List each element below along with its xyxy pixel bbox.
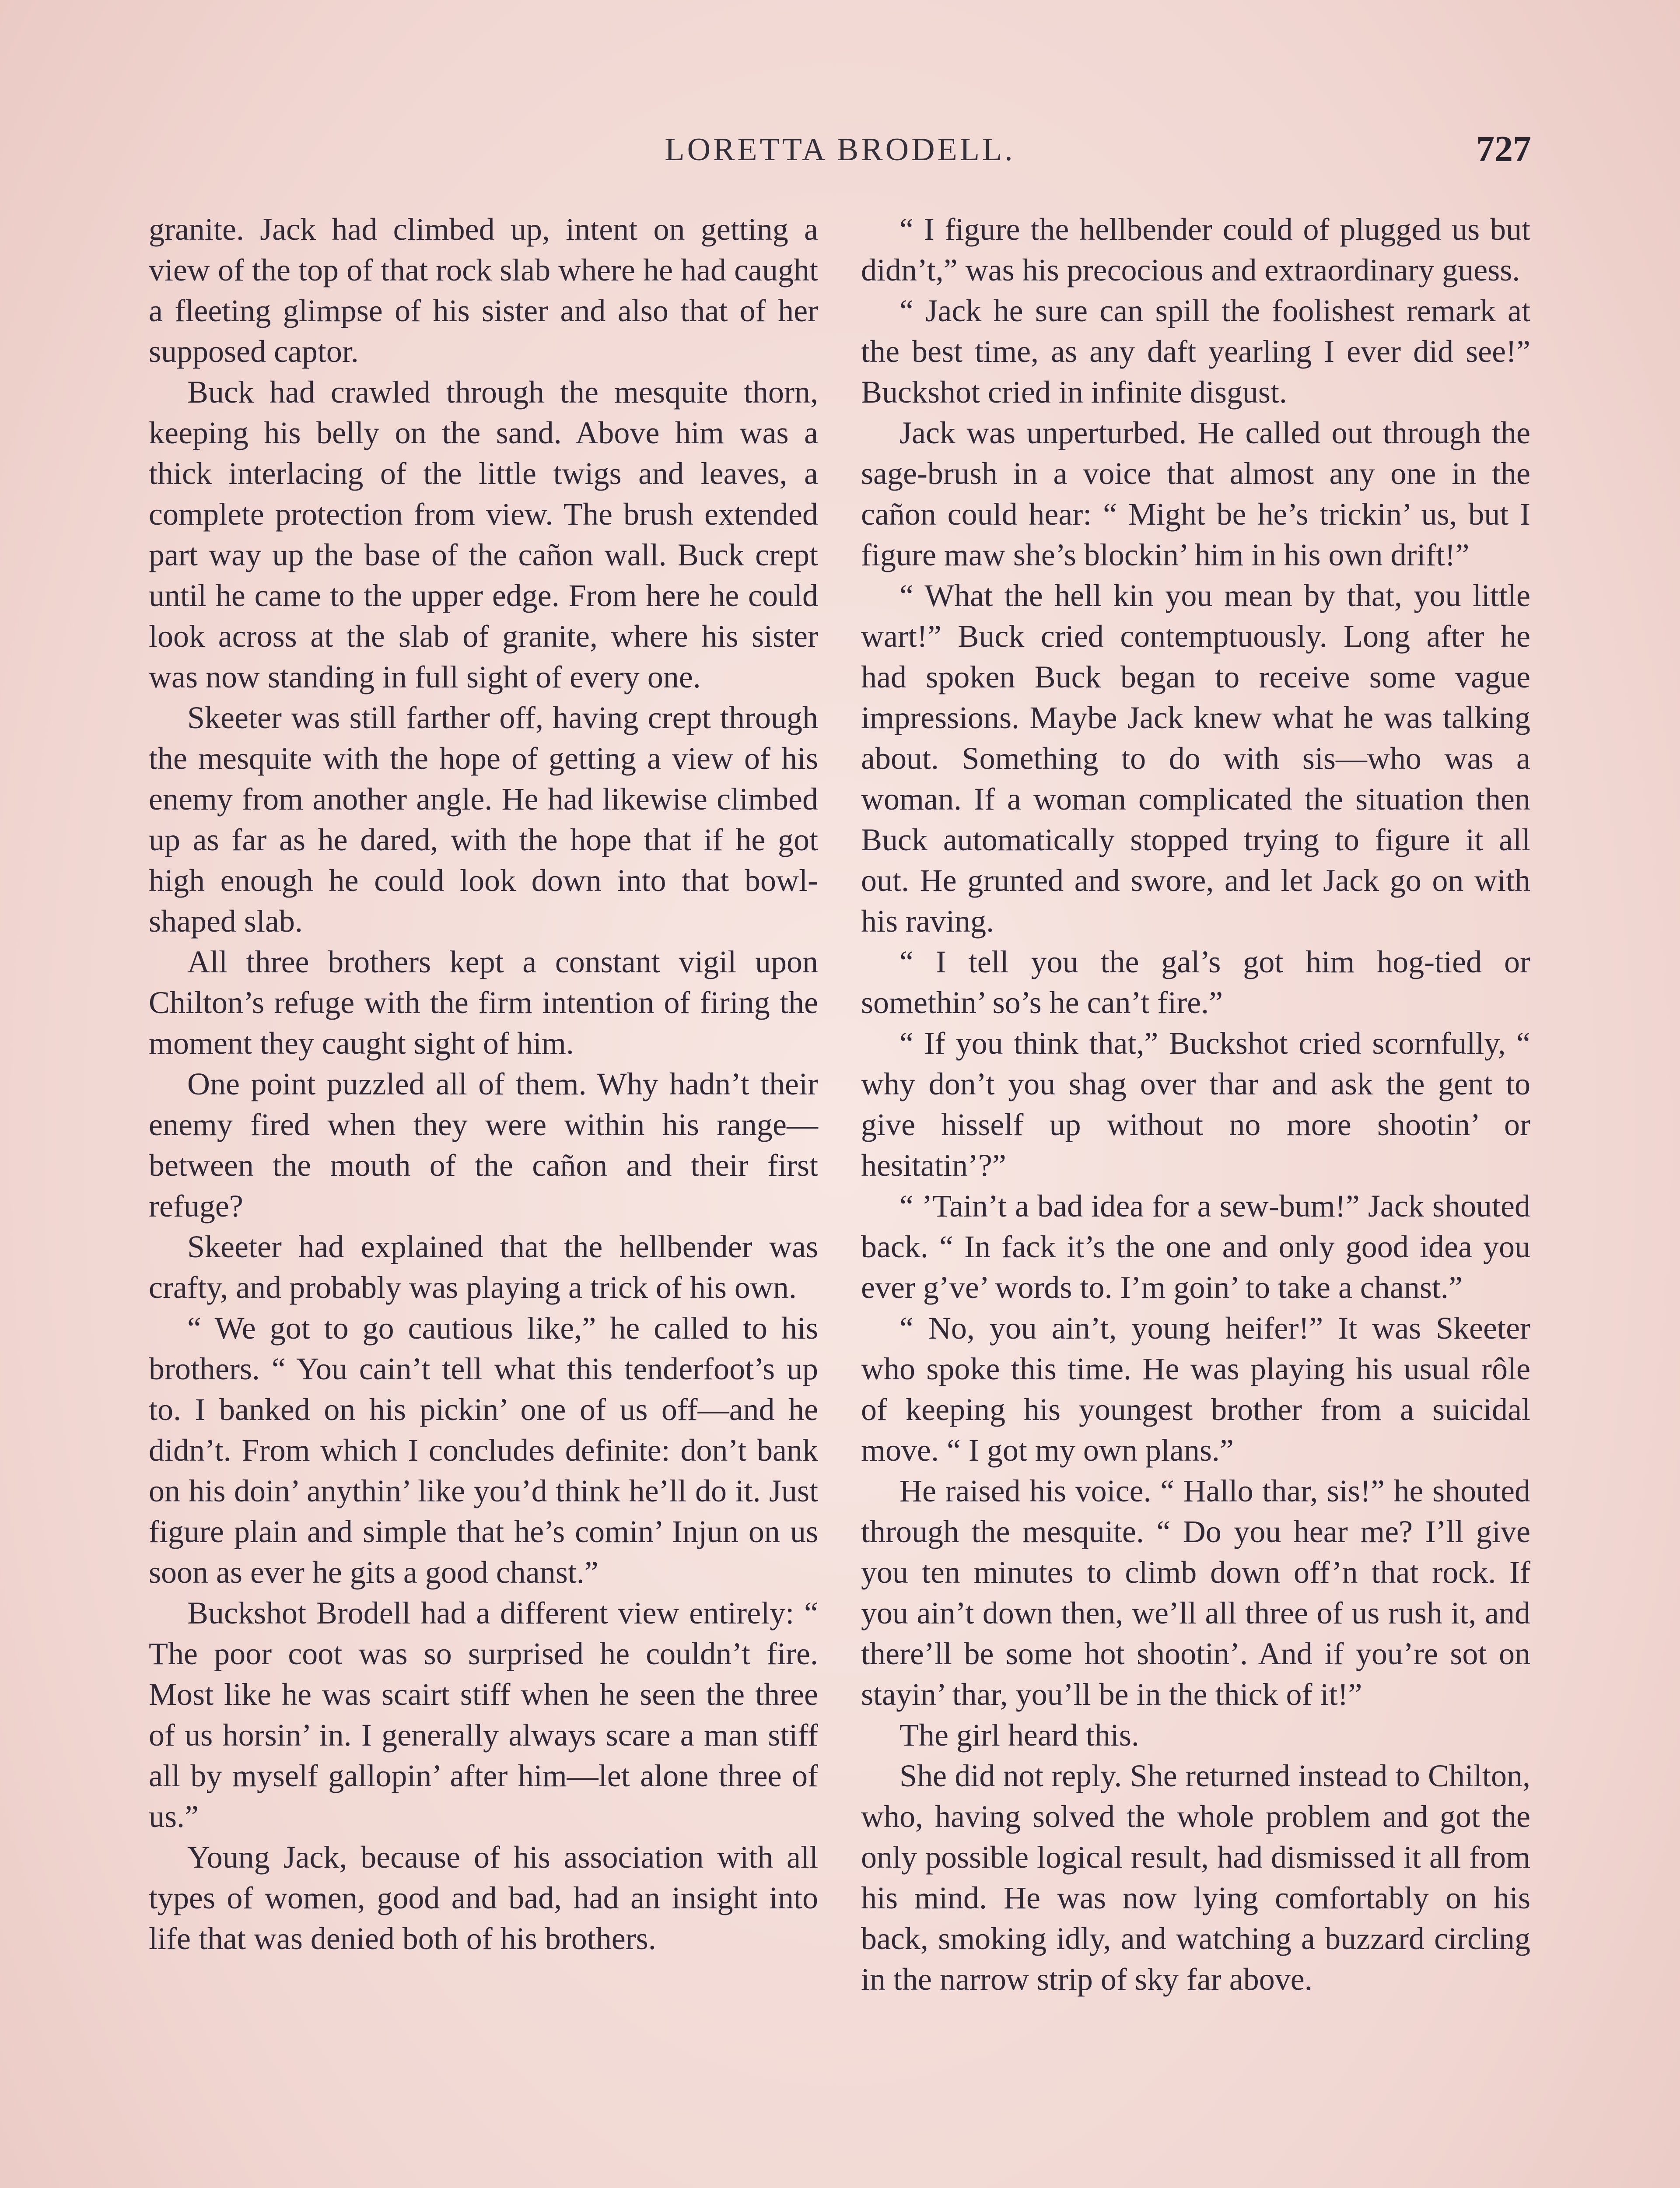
paragraph: Jack was unperturbed. He called out through the sage-brush in a voice that almost any one in the cañon could hear: “ Might be he’s trickin’ us, but I figure maw she’s blockin’ him in his own drift!”	[861, 415, 1530, 572]
paragraph: “ If you think that,” Buckshot cried scornfully, “ why don’t you shag over thar and ask the gent to give hisself up without no more shootin’ or hesitatin’?”	[861, 1026, 1530, 1183]
page-header	[149, 131, 1531, 179]
paragraph: Buck had crawled through the mesquite thorn, keeping his belly on the sand. Above him was a thick interlacing of the little twigs and leaves, a complete protection from view. The brush extended part way up the base of the cañon wall. Buck crept until he came to the upper edge. From here he could look across at the slab of granite, where his sister was now standing in full sight of every one.	[149, 375, 818, 694]
paragraph: Buckshot Brodell had a different view entirely: “ The poor coot was so surprised he couldn’t fire. Most like he was scairt stiff when he seen the three of us horsin’ in. I generally always scare a man stiff all by myself gallopin’ after him—let alone three of us.”	[149, 1595, 818, 1834]
paragraph: Young Jack, because of his association with all types of women, good and bad, had an insight into life that was denied both of his brothers.	[149, 1840, 818, 1956]
running-head: LORETTA BRODELL.	[665, 132, 1015, 168]
paragraph: Skeeter was still farther off, having crept through the mesquite with the hope of getting a view of his enemy from another angle. He had likewise climbed up as far as he dared, with the hope that if he got high enough he could look down into that bowl-shaped slab.	[149, 700, 818, 939]
paragraph: She did not reply. She returned instead to Chilton, who, having solved the whole problem and got the only possible logical result, had dismissed it all from his mind. He was now lying comfortably on his back, smoking idly, and watching a buzzard circling in the narrow strip of sky far above.	[861, 1758, 1530, 1997]
right-column	[861, 209, 1530, 2000]
paragraph: granite. Jack had climbed up, intent on getting a view of the top of that rock slab where he had caught a fleeting glimpse of his sister and also that of her supposed captor.	[149, 212, 818, 369]
paragraph: “ I figure the hellbender could of plugged us but didn’t,” was his precocious and extraordinary guess.	[861, 212, 1530, 288]
paragraph: He raised his voice. “ Hallo thar, sis!” he shouted through the mesquite. “ Do you hear me? I’ll give you ten minutes to climb down off’n that rock. If you ain’t down then, we’ll all three of us rush it, and there’ll be some hot shootin’. And if you’re sot on stayin’ thar, you’ll be in the thick of it!”	[861, 1473, 1530, 1712]
paragraph: “ I tell you the gal’s got him hog-tied or somethin’ so’s he can’t fire.”	[861, 944, 1530, 1020]
paragraph: “ What the hell kin you mean by that, you little wart!” Buck cried contemptuously. Long after he had spoken Buck began to receive some vague impressions. Maybe Jack knew what he was talking about. Something to do with sis—who was a woman. If a woman complicated the situation then Buck automatically stopped trying to figure it all out. He grunted and swore, and let Jack go on with his raving.	[861, 578, 1530, 939]
paragraph: “ Jack he sure can spill the foolishest remark at the best time, as any daft yearling I ever did see!” Buckshot cried in infinite disgust.	[861, 293, 1530, 410]
paragraph: The girl heard this.	[900, 1718, 1139, 1753]
paragraph: Skeeter had explained that the hellbender was crafty, and probably was playing a trick of his own.	[149, 1229, 818, 1305]
paragraph: “ ’Tain’t a bad idea for a sew-bum!” Jack shouted back. “ In fack it’s the one and only good idea you ever g’ve’ words to. I’m goin’ to take a chanst.”	[861, 1189, 1530, 1305]
left-column	[149, 209, 818, 1959]
paragraph: “ No, you ain’t, young heifer!” It was Skeeter who spoke this time. He was playing his usual rôle of keeping his youngest brother from a suicidal move. “ I got my own plans.”	[861, 1311, 1530, 1468]
paragraph: “ We got to go cautious like,” he called to his brothers. “ You cain’t tell what this tenderfoot’s up to. I banked on his pickin’ one of us off—and he didn’t. From which I concludes definite: don’t bank on his doin’ anythin’ like you’d think he’ll do it. Just figure plain and simple that he’s comin’ Injun on us soon as ever he gits a good chanst.”	[149, 1311, 818, 1590]
paragraph: One point puzzled all of them. Why hadn’t their enemy fired when they were within his range—between the mouth of the cañon and their first refuge?	[149, 1066, 818, 1224]
page-number: 727	[1476, 129, 1531, 169]
paragraph: All three brothers kept a constant vigil upon Chilton’s refuge with the firm intention of firing the moment they caught sight of him.	[149, 944, 818, 1061]
